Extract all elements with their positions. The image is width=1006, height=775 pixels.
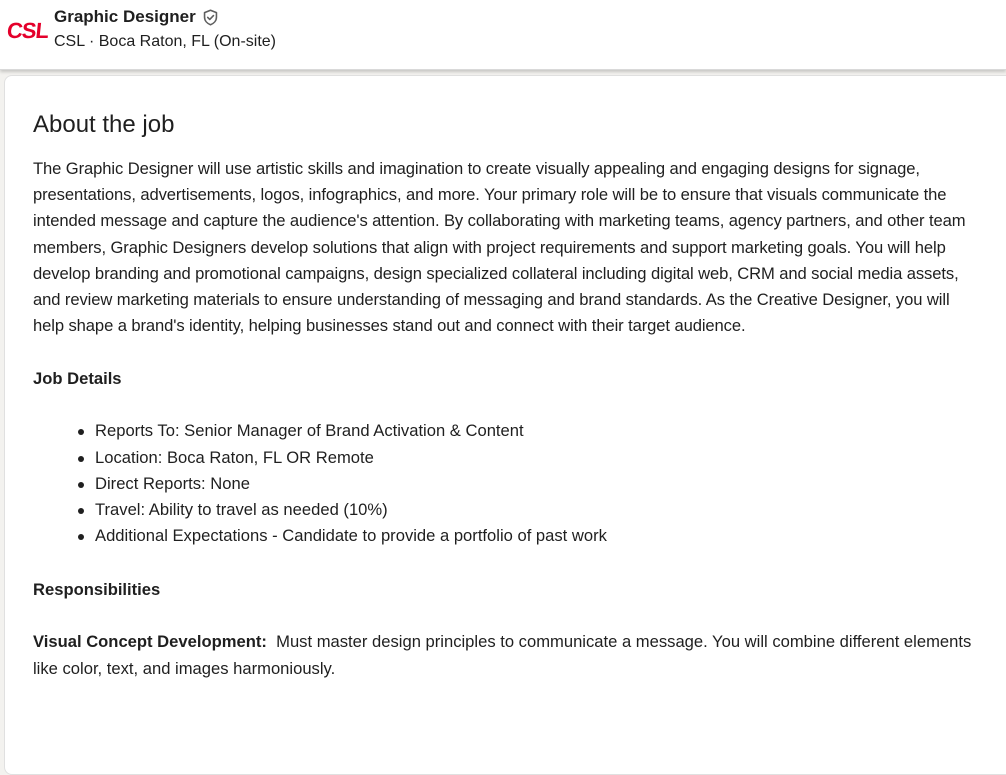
about-heading: About the job [33,111,175,138]
job-title-row [54,7,219,27]
responsibilities-heading: Responsibilities [33,580,161,600]
company-location-line [54,33,276,51]
job-details-list [95,418,993,549]
responsibility-item [33,629,983,681]
job-location: Boca Raton, FL (On-site) [98,33,276,50]
job-detail-item: Travel: Ability to travel as needed (10%) [95,497,993,523]
job-detail-item: Additional Expectations - Candidate to provide a portfolio of past work [95,523,993,549]
job-detail-item: Direct Reports: None [95,471,993,497]
responsibility-title: Visual Concept Development: [33,632,267,652]
company-logo[interactable]: CSL [5,18,50,43]
job-header-bar [0,0,1006,70]
responsibility-text: Must master design principles to communicate a message. You will combine different elements like color, text, and images harmoniously. [33,632,976,678]
about-paragraph: The Graphic Designer will use artistic skills and imagination to create visually appealing and engaging designs for signage, presentations, advertisements, logos, infographics, and more. Your primary role will be to ensure that visuals communicate the intended message and capture the audience's attention. By collaborating with marketing teams, agency partners, and other team members, Graphic Designers develop solutions that align with project requirements and support marketing goals. You will help develop branding and promotional campaigns, design specialized collateral including digital web, CRM and social media assets, and review marketing materials to ensure understanding of messaging and brand standards. As the Creative Designer, you will help shape a brand's identity, helping businesses stand out and connect with their target audience. [33,159,966,336]
job-details-heading: Job Details [33,369,122,389]
job-title[interactable]: Graphic Designer [54,7,196,26]
verified-shield-icon [202,9,219,26]
job-description-content [33,110,993,682]
company-name[interactable]: CSL [54,33,85,50]
job-detail-item: Reports To: Senior Manager of Brand Activation & Content [95,418,993,444]
separator-dot: · [84,33,99,50]
job-detail-item: Location: Boca Raton, FL OR Remote [95,445,993,471]
